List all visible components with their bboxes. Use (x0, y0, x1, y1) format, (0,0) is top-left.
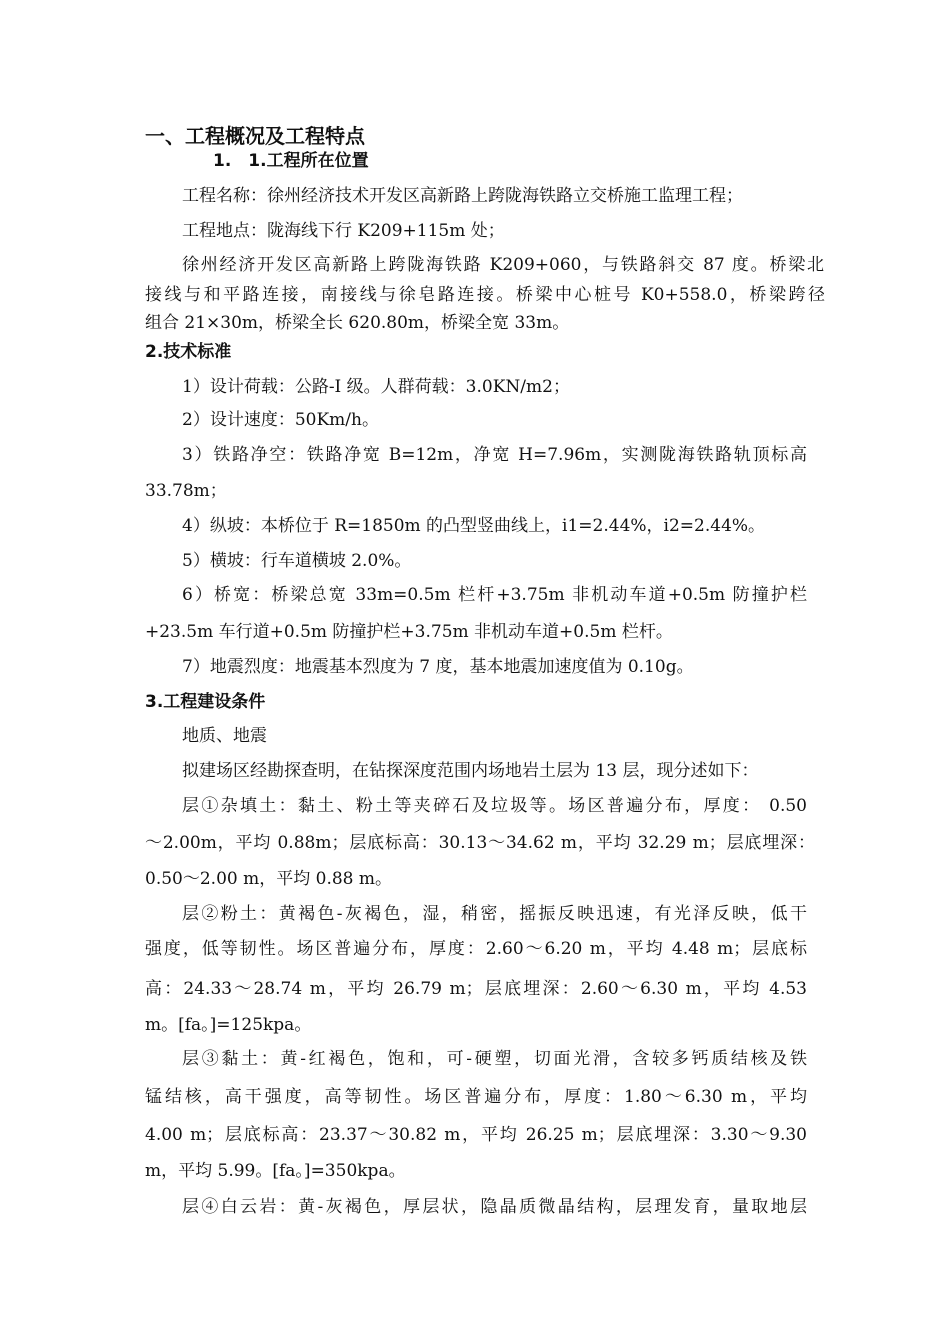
section3-title: 3.工程建设条件 (145, 692, 266, 712)
project-location-line: 工程地点：陇海线下行 K209+115m 处； (182, 221, 505, 241)
tech-standard-item: +23.5m 车行道+0.5m 防撞护栏+3.75m 非机动车道+0.5m 栏杆。 (145, 622, 673, 642)
tech-standard-item: 1）设计荷载：公路-I 级。人群荷载：3.0KN/m2； (182, 377, 570, 397)
layer-text-line: 层①杂填土：黏土、粉土等夹碎石及垃圾等。场区普遍分布，厚度： 0.50 (182, 796, 807, 816)
tech-standard-item: 4）纵坡：本桥位于 R=1850m 的凸型竖曲线上，i1=2.44%，i2=2.44%。 (182, 516, 766, 536)
main-heading: 一、工程概况及工程特点 (145, 124, 365, 148)
project-desc-line: 接线与和平路连接，南接线与徐皂路连接。桥梁中心桩号 K0+558.0，桥梁跨径 (145, 285, 825, 305)
layer-text-line: 层③黏土：黄-红褐色，饱和，可-硬塑，切面光滑，含较多钙质结核及铁 (182, 1049, 807, 1069)
layer-text-line: m，平均 5.99。[fa。]=350kpa。 (145, 1161, 406, 1181)
section2-title: 2.技术标准 (145, 342, 232, 362)
layer-text-line: ～2.00m，平均 0.88m；层底标高：30.13～34.62 m，平均 32.29 m；层底埋深： (145, 833, 815, 853)
tech-standard-item: 6）桥宽：桥梁总宽 33m=0.5m 栏杆+3.75m 非机动车道+0.5m 防撞护栏 (182, 585, 807, 605)
layer-text-line: m。[fa。]=125kpa。 (145, 1015, 312, 1035)
geology-intro: 拟建场区经勘探查明，在钻探深度范围内场地岩土层为 13 层，现分述如下： (182, 761, 759, 781)
project-desc-line: 组合 21×30m，桥梁全长 620.80m，桥梁全宽 33m。 (145, 313, 570, 333)
tech-standard-item: 7）地震烈度：地震基本烈度为 7 度，基本地震加速度值为 0.10g。 (182, 657, 694, 677)
layer-text-line: 锰结核，高干强度，高等韧性。场区普遍分布，厚度：1.80～6.30 m，平均 (145, 1087, 807, 1107)
section3-subtitle: 地质、地震 (182, 726, 267, 746)
layer-text-line: 层②粉土：黄褐色-灰褐色，湿，稍密，摇振反映迅速，有光泽反映，低干 (182, 904, 807, 924)
tech-standard-item: 5）横坡：行车道横坡 2.0%。 (182, 551, 412, 571)
layer-text-line: 0.50～2.00 m，平均 0.88 m。 (145, 869, 393, 889)
layer-text-line: 4.00 m；层底标高：23.37～30.82 m，平均 26.25 m；层底埋深：3.30～9.30 (145, 1125, 807, 1145)
layer-text-line: 层④白云岩：黄-灰褐色，厚层状，隐晶质微晶结构，层理发育，量取地层 (182, 1197, 807, 1217)
tech-standard-item: 2）设计速度：50Km/h。 (182, 410, 379, 430)
tech-standard-item: 33.78m； (145, 481, 227, 501)
project-name-line: 工程名称：徐州经济技术开发区高新路上跨陇海铁路立交桥施工监理工程； (182, 186, 743, 206)
tech-standard-item: 3）铁路净空：铁路净宽 B=12m，净宽 H=7.96m，实测陇海铁路轨顶标高 (182, 445, 807, 465)
layer-text-line: 强度，低等韧性。场区普遍分布，厚度：2.60～6.20 m，平均 4.48 m；层底标 (145, 939, 807, 959)
section1-title: 1. 1.工程所在位置 (213, 151, 369, 171)
layer-text-line: 高：24.33～28.74 m，平均 26.79 m；层底埋深：2.60～6.30 m，平均 4.53 (145, 979, 807, 999)
project-desc-line: 徐州经济开发区高新路上跨陇海铁路 K209+060，与铁路斜交 87 度。桥梁北 (182, 255, 824, 275)
